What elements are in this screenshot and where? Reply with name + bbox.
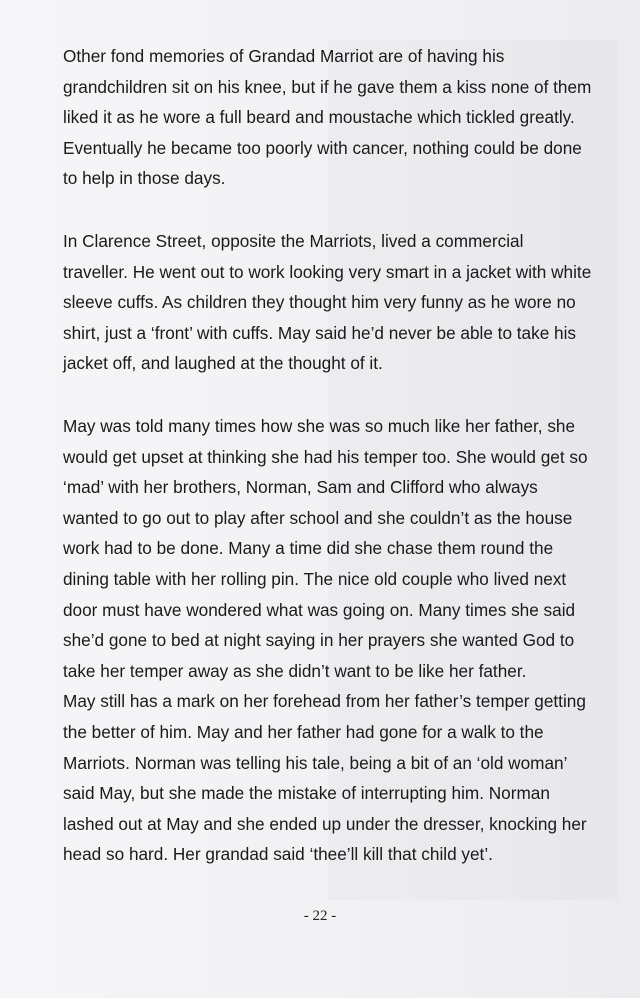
paragraph-3 bbox=[63, 411, 628, 870]
text-line: take her temper away as she didn’t want to be like her father. bbox=[63, 660, 527, 681]
text-line: jacket off, and laughed at the thought of it. bbox=[63, 353, 383, 374]
text-line: In Clarence Street, opposite the Marriots, lived a commercial bbox=[63, 231, 524, 251]
paragraph-1 bbox=[63, 41, 628, 194]
text-line: Eventually he became too poorly with cancer, nothing could be done bbox=[63, 137, 582, 158]
text-line: grandchildren sit on his knee, but if he gave them a kiss none of them bbox=[63, 76, 592, 97]
text-line: May was told many times how she was so much like her father, she bbox=[63, 416, 576, 436]
text-line: to help in those days. bbox=[63, 168, 226, 189]
text-line: would get upset at thinking she had his temper too. She would get so bbox=[63, 446, 588, 467]
paragraph-2 bbox=[63, 226, 628, 379]
text-line: Marriots. Norman was telling his tale, being a bit of an ‘old woman’ bbox=[63, 752, 568, 773]
text-line: work had to be done. Many a time did she chase them round the bbox=[63, 538, 554, 559]
text-line: head so hard. Her grandad said ‘thee’ll kill that child yet’. bbox=[63, 844, 493, 865]
text-line: Other fond memories of Grandad Marriot are of having his bbox=[63, 46, 505, 66]
text-line: she’d gone to bed at night saying in her prayers she wanted God to bbox=[63, 630, 575, 651]
text-line: the better of him. May and her father had gone for a walk to the bbox=[63, 721, 544, 742]
text-line: shirt, just a ‘front’ with cuffs. May said he’d never be able to take his bbox=[63, 322, 577, 343]
text-line: liked it as he wore a full beard and moustache which tickled greatly. bbox=[63, 107, 575, 128]
text-line: May still has a mark on her forehead from her father’s temper getting bbox=[63, 691, 586, 712]
text-line: door must have wondered what was going on. Many times she said bbox=[63, 599, 576, 620]
text-line: ‘mad’ with her brothers, Norman, Sam and Clifford who always bbox=[63, 477, 538, 498]
page-number: - 22 - bbox=[303, 908, 337, 924]
text-line: traveller. He went out to work looking very smart in a jacket with white bbox=[63, 261, 592, 282]
text-line: said May, but she made the mistake of interrupting him. Norman bbox=[63, 783, 550, 804]
text-line: lashed out at May and she ended up under the dresser, knocking her bbox=[63, 813, 587, 834]
text-line: wanted to go out to play after school and she couldn’t as the house bbox=[63, 507, 573, 528]
text-line: sleeve cuffs. As children they thought him very funny as he wore no bbox=[63, 292, 576, 313]
text-line: dining table with her rolling pin. The nice old couple who lived next bbox=[63, 568, 567, 589]
